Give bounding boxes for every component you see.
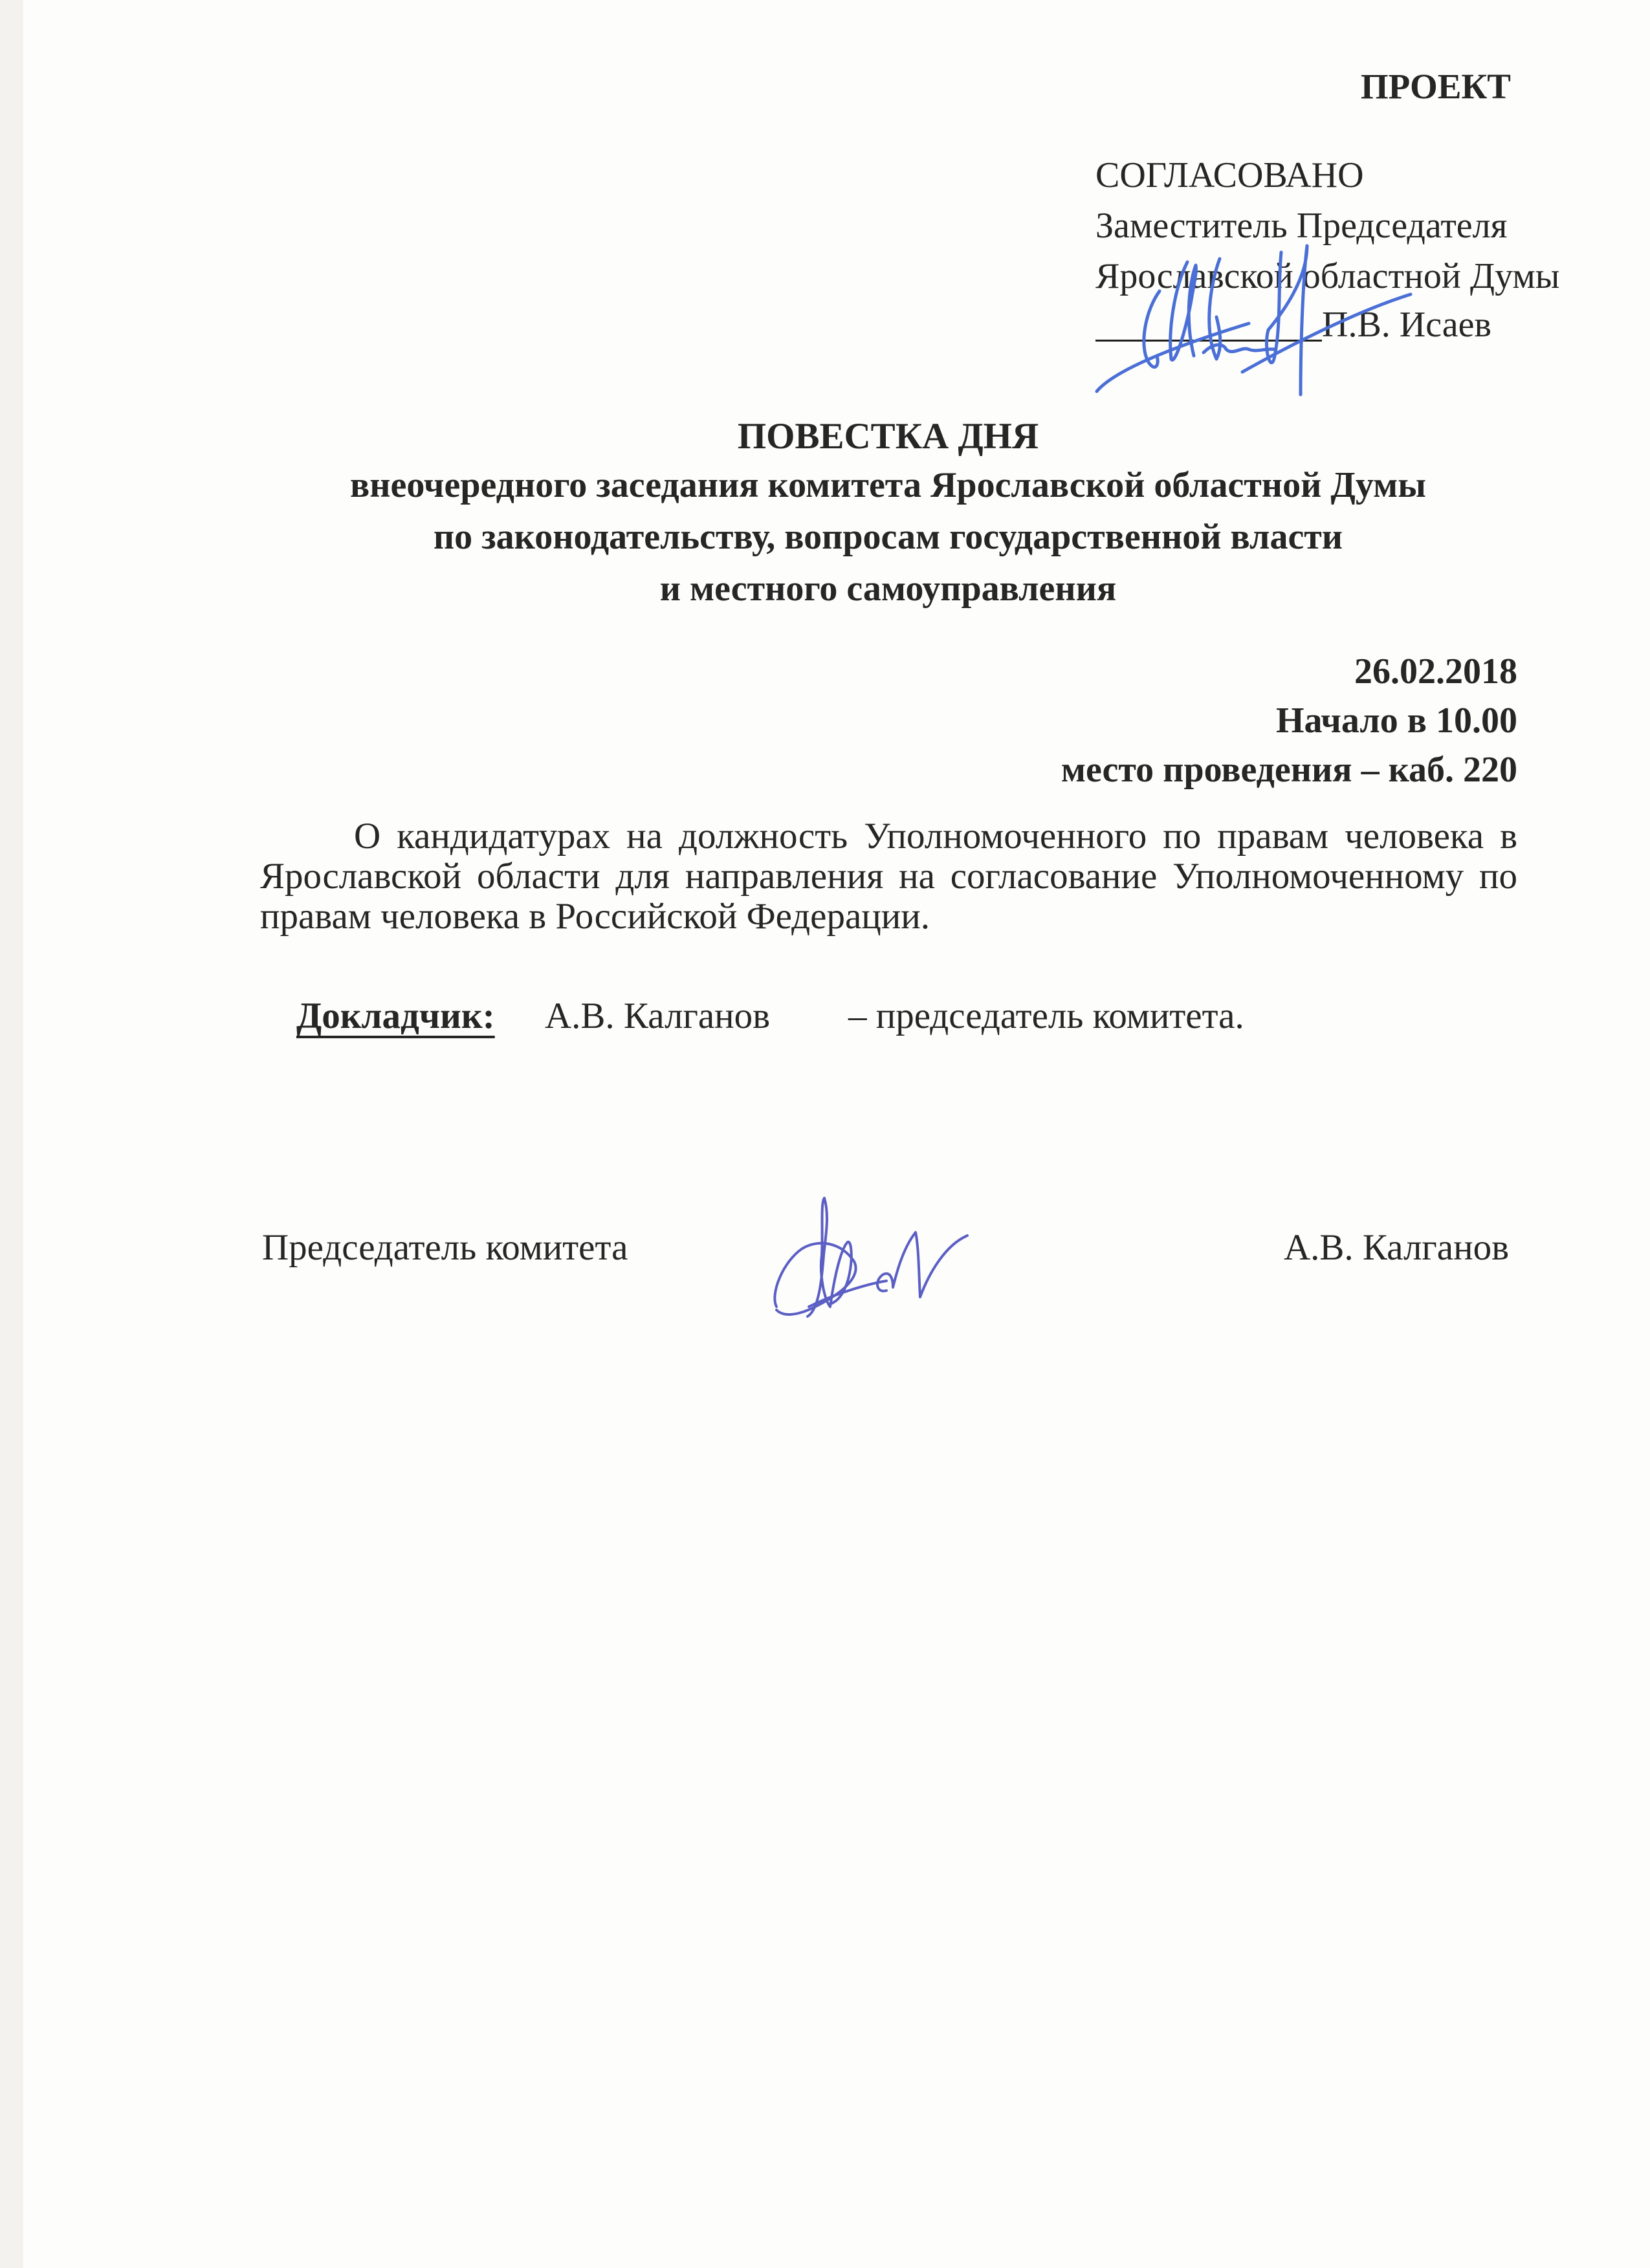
approver-position-line1: Заместитель Председателя [1095, 206, 1508, 246]
scan-edge [0, 0, 23, 2268]
approver-signature [1087, 233, 1424, 401]
reporter-label: Докладчик: [296, 996, 495, 1036]
approval-label: СОГЛАСОВАНО [1095, 155, 1364, 195]
agenda-item-line1: О кандидатурах на должность Уполномоченного по правам человека в [354, 816, 1517, 856]
approver-position-line2: Ярославской областной Думы [1095, 256, 1560, 296]
signature-stroke [1144, 291, 1160, 367]
signature-stroke [1266, 246, 1307, 395]
signer-title: Председатель комитета [262, 1227, 628, 1268]
signature-stroke [1097, 323, 1249, 391]
agenda-item-line3: правам человека в Российской Федерации. [260, 896, 930, 937]
agenda-subtitle-line2: по законодательству, вопросам государственной власти [433, 517, 1343, 557]
meeting-details [1061, 647, 1517, 794]
reporter-role: – председатель комитета. [848, 996, 1244, 1036]
meeting-start-time: Начало в 10.00 [1275, 701, 1517, 741]
agenda-heading: ПОВЕСТКА ДНЯ [737, 416, 1039, 457]
agenda-subtitle-line3: и местного самоуправления [659, 569, 1117, 609]
signature-stroke [877, 1232, 967, 1297]
chair-signature [757, 1177, 990, 1333]
project-stamp: ПРОЕКТ [1360, 67, 1511, 106]
meeting-date: 26.02.2018 [1354, 651, 1517, 692]
agenda-item-line2: Ярославской области для направления на согласование Уполномоченному по [260, 856, 1517, 897]
agenda-subtitle-line1: внеочередного заседания комитета Ярославской областной Думы [350, 465, 1426, 505]
agenda-title-block [259, 414, 1517, 615]
approver-name: П.В. Исаев [1322, 305, 1491, 345]
signer-name: А.В. Калганов [1283, 1227, 1509, 1268]
reporter-name: А.В. Калганов [545, 996, 771, 1036]
meeting-location: место проведения – каб. 220 [1061, 750, 1517, 790]
agenda-item [260, 816, 1517, 937]
